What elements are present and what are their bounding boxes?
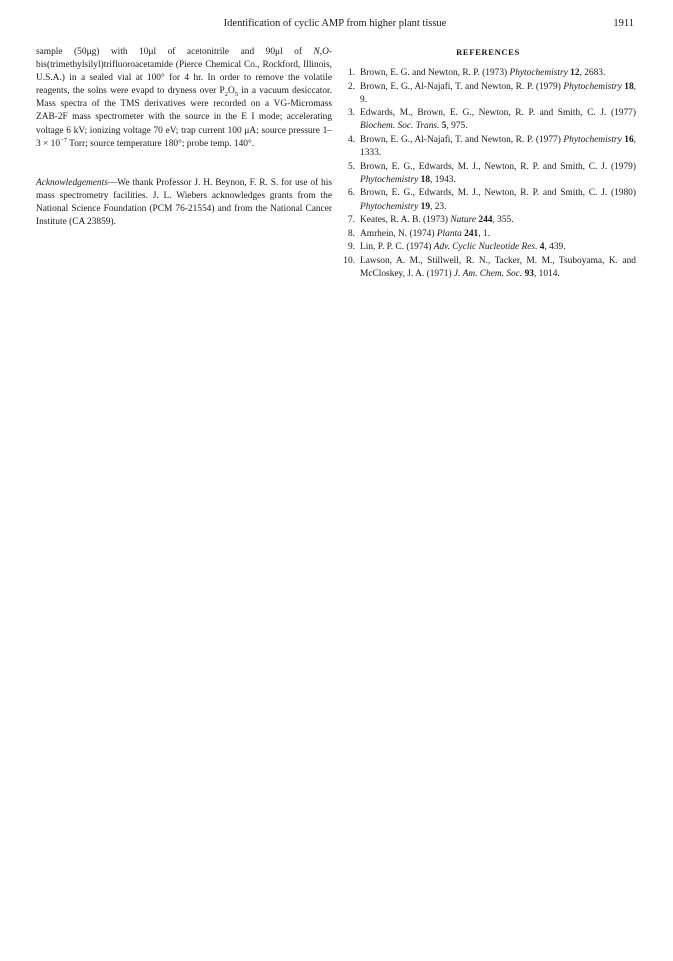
reference-item: 7. Keates, R. A. B. (1973) Nature 244, 355. bbox=[347, 215, 514, 226]
references-section bbox=[340, 46, 636, 282]
reference-item: 9. Lin, P. P. C. (1974) Adv. Cyclic Nucleotide Res. 4, 439. bbox=[347, 242, 566, 253]
acknowledgements-paragraph bbox=[36, 177, 332, 229]
reference-item: 3. Edwards, M., Brown, E. G., Newton, R. P. and Smith, C. J. (1977) Biochem. Soc. Trans. 5, 975. bbox=[347, 108, 636, 132]
references-list bbox=[340, 67, 636, 281]
references-heading: REFERENCES bbox=[456, 47, 520, 57]
reference-item: 5. Brown, E. G., Edwards, M. J., Newton, R. P. and Smith, C. J. (1979) Phytochemistry 18, 1943. bbox=[347, 161, 636, 185]
reference-item: 1. Brown, E. G. and Newton, R. P. (1973) Phytochemistry 12, 2683. bbox=[347, 68, 606, 79]
running-header bbox=[36, 18, 634, 34]
running-title: Identification of cyclic AMP from higher plant tissue bbox=[223, 18, 447, 29]
acknowledgements-text: —We thank Professor J. H. Beynon, F. R. S. for use of his mass spectrometry facilities. J. L. Wiebers acknowledges grants from the National Science Foundation (PCM 76-21554) and from the National Cancer Institute (CA 23859). bbox=[36, 177, 332, 228]
reference-item: 10. Lawson, A. M., Stillwell, R. N., Tacker, M. M., Tsuboyama, K. and McCloskey, J. A. (1971) J. Am. Chem. Soc. 93, 1014. bbox=[343, 255, 636, 279]
methods-paragraph: sample (50μg) with 10μl of acetonitrile and 90μl of N,O-bis(trimethylsilyl)trifluoroacetamide (Pierce Chemical Co., Rockford, Illinois, U.S.A.) in a sealed vial at 100° for 4 hr. In order to remove the volatile reagents, the solns were evapd to dryness over $P_2O_5$ in a vacuum desiccator. Mass spectra of the TMS derivatives were recorded on a VG-Micromass ZAB-2F mass spectrometer with the source in the E I mode; accelerating voltage 6 kV; ionizing voltage 70 eV; trap current 100 μA; source pressure $1-3 \times 10^{-7}$ Torr; source temperature 180°; probe temp. 140°. bbox=[36, 47, 332, 149]
reference-item: 6. Brown, E. G., Edwards, M. J., Newton, R. P. and Smith, C. J. (1980) Phytochemistry 19, 23. bbox=[347, 188, 636, 212]
reference-item: 2. Brown, E. G., Al-Najafi, T. and Newton, R. P. (1979) Phytochemistry 18, 9. bbox=[347, 81, 637, 105]
left-column bbox=[36, 46, 332, 229]
acknowledgements-label: Acknowledgements bbox=[36, 177, 108, 188]
reference-item: 8. Amrhein, N. (1974) Planta 241, 1. bbox=[347, 228, 490, 239]
reference-item: 4. Brown, E. G., Al-Najafi, T. and Newton, R. P. (1977) Phytochemistry 16, 1333. bbox=[347, 135, 637, 159]
page-number: 1911 bbox=[613, 18, 634, 29]
